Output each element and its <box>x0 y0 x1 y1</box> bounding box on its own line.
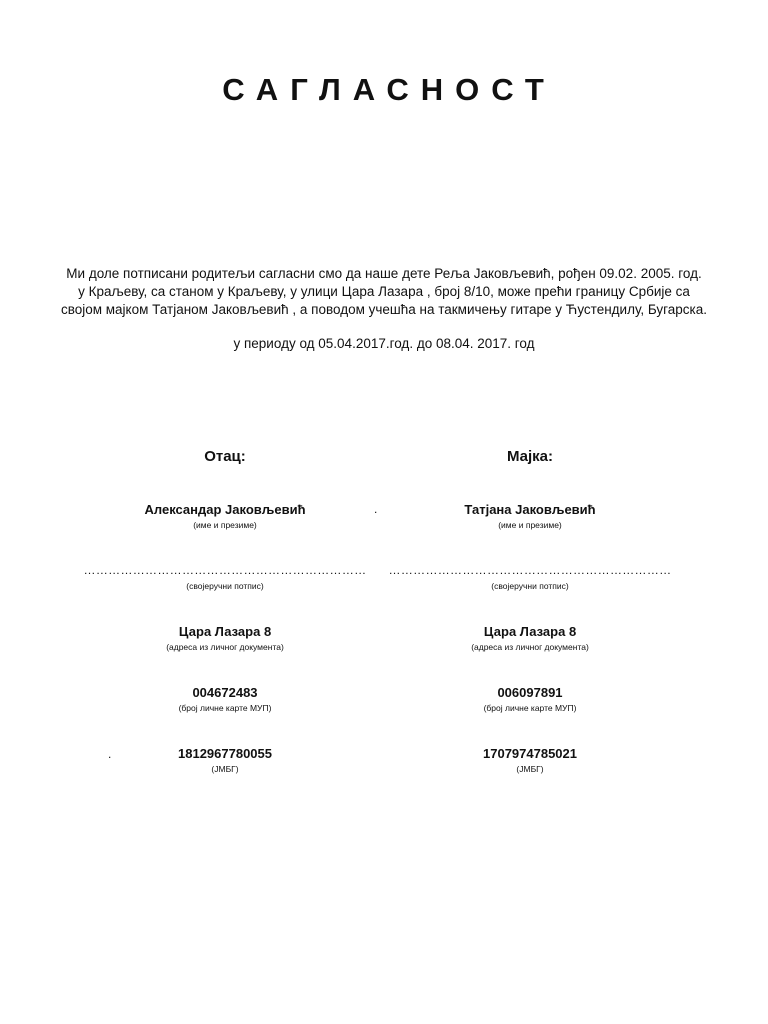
mother-address-caption: (адреса из личног документа) <box>471 642 589 652</box>
document-title: САГЛАСНОСТ <box>222 72 556 107</box>
stray-dot-left: . <box>108 747 112 761</box>
mother-signature-caption: (својеручни потпис) <box>491 581 569 591</box>
mother-jmbg-caption: (ЈМБГ) <box>516 764 544 774</box>
father-signature-line: …………………………………………………………… <box>83 563 367 577</box>
statement-line-1: Ми доле потписани родитељи сагласни смо да наше дете Реља Јаковљевић, рођен 09.02. 2005. год. <box>66 266 702 281</box>
mother-id-card-caption: (број личне карте МУП) <box>483 703 577 713</box>
statement-line-2: у Краљеву, са станом у Краљеву, у улици Цара Лазара , број 8/10, може прећи границу Србије са <box>78 284 690 299</box>
stray-dot-middle: . <box>374 502 378 516</box>
father-name-caption: (име и презиме) <box>193 520 257 530</box>
mother-heading: Мајка: <box>506 448 554 465</box>
father-heading: Отац: <box>204 448 246 465</box>
father-id-card-caption: (број личне карте МУП) <box>178 703 272 713</box>
father-jmbg-caption: (ЈМБГ) <box>211 764 239 774</box>
mother-address: Цара Лазара 8 <box>483 624 577 639</box>
mother-name-caption: (име и презиме) <box>498 520 562 530</box>
father-address: Цара Лазара 8 <box>178 624 272 639</box>
statement-line-3: својом мајком Татјаном Јаковљевић , а поводом учешћа на такмичењу гитаре у Ћустендилу, Бугарска. <box>60 302 708 317</box>
mother-id-card: 006097891 <box>497 685 563 700</box>
father-address-caption: (адреса из личног документа) <box>166 642 284 652</box>
mother-signature-line: …………………………………………………………… <box>388 563 672 577</box>
mother-name: Татјана Јаковљевић <box>464 502 596 517</box>
father-name: Александар Јаковљевић <box>144 502 306 517</box>
father-signature-caption: (својеручни потпис) <box>186 581 264 591</box>
father-id-card: 004672483 <box>192 685 258 700</box>
father-jmbg: 1812967780055 <box>178 746 272 761</box>
period-line: у периоду од 05.04.2017.год. до 08.04. 2017. год <box>233 336 535 351</box>
mother-jmbg: 1707974785021 <box>483 746 577 761</box>
